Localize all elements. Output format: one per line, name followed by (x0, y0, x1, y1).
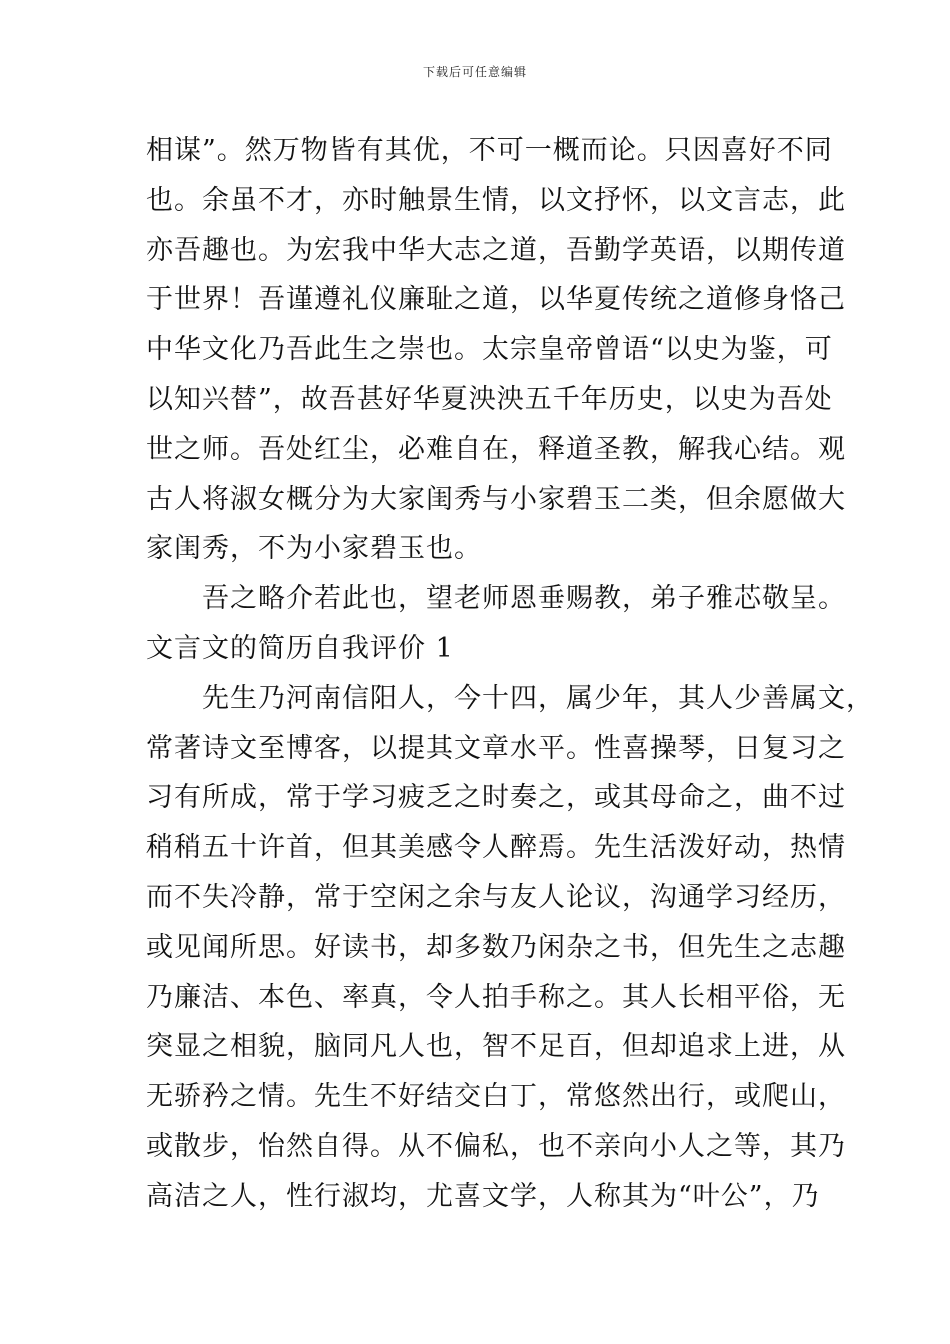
document-body (146, 126, 874, 1222)
text-line: 以知兴替”，故吾甚好华夏泱泱五千年历史，以史为吾处 (146, 383, 833, 415)
text-line: 突显之相貌，脑同凡人也，智不足百，但却追求上进，从 (146, 1031, 846, 1063)
text-line: 或散步，怡然自得。从不偏私，也不亲向小人之等，其乃 (146, 1130, 846, 1162)
text-line: 亦吾趣也。为宏我中华大志之道，吾勤学英语，以期传道 (146, 234, 846, 266)
text-line: 常著诗文至博客，以提其文章水平。性喜操琴，日复习之 (146, 732, 846, 764)
text-line: 也。余虽不才，亦时触景生情，以文抒怀，以文言志，此 (146, 184, 846, 216)
text-line: 家闺秀，不为小家碧玉也。 (146, 533, 482, 565)
text-line: 文言文的简历自我评价 1 (146, 632, 454, 664)
text-line: 习有所成，常于学习疲乏之时奏之，或其母命之，曲不过 (146, 782, 846, 814)
page-header: 下载后可任意编辑 (422, 65, 527, 79)
text-line: 古人将淑女概分为大家闺秀与小家碧玉二类，但余愿做大 (146, 483, 846, 515)
text-line: 乃廉洁、本色、率真，令人拍手称之。其人长相平俗，无 (146, 981, 846, 1013)
text-line: 无骄矜之情。先生不好结交白丁，常悠然出行，或爬山， (146, 1081, 846, 1113)
text-line: 于世界！吾谨遵礼仪廉耻之道，以华夏传统之道修身恪己 (146, 284, 846, 316)
text-line: 中华文化乃吾此生之崇也。太宗皇帝曾语“以史为鉴，可 (146, 334, 833, 366)
text-line: 世之师。吾处红尘，必难自在，释道圣教，解我心结。观 (146, 433, 846, 465)
text-line: 而不失冷静，常于空闲之余与友人论议，沟通学习经历， (146, 881, 846, 913)
text-line: 稍稍五十许首，但其美感令人醉焉。先生活泼好动，热情 (146, 832, 846, 864)
text-line: 吾之略介若此也，望老师恩垂赐教，弟子雅芯敬呈。 (202, 583, 846, 615)
text-line: 或见闻所思。好读书，却多数乃闲杂之书，但先生之志趣 (146, 931, 846, 963)
text-line: 先生乃河南信阳人，今十四，属少年，其人少善属文， (202, 682, 874, 714)
text-line: 相谋”。然万物皆有其优，不可一概而论。只因喜好不同 (146, 135, 833, 166)
text-line: 高洁之人，性行淑均，尤喜文学，人称其为“叶公”，乃 (146, 1180, 820, 1212)
